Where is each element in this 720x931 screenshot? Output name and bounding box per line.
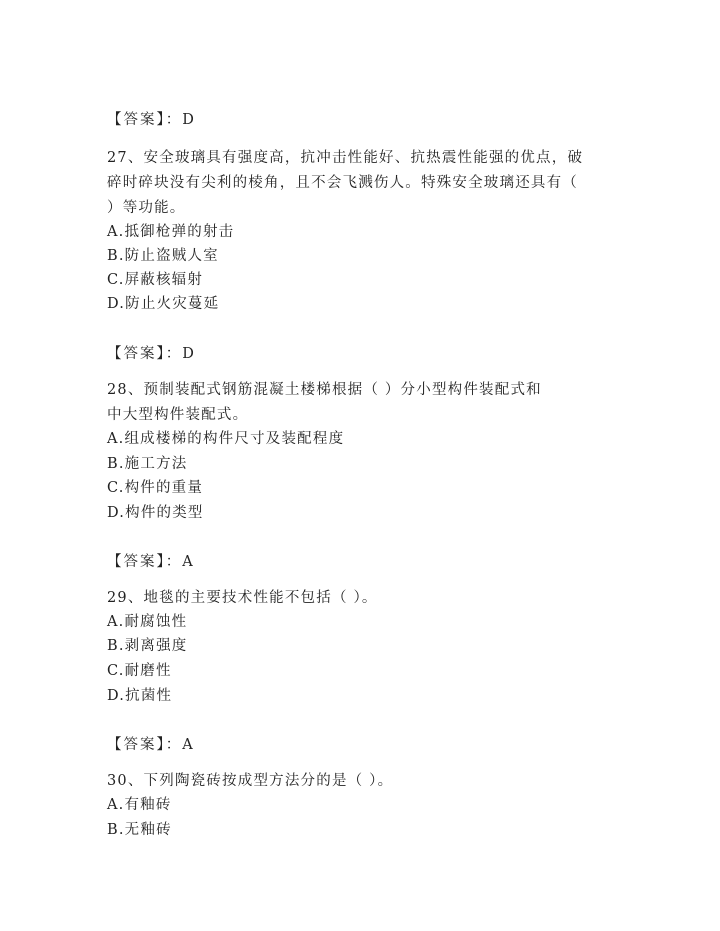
question-28-option-d: D.构件的类型 bbox=[107, 505, 204, 521]
question-27-option-b: B.防止盗贼人室 bbox=[107, 248, 219, 264]
question-29-option-a: A.耐腐蚀性 bbox=[107, 614, 188, 630]
question-27-line-1: 27、安全玻璃具有强度高，抗冲击性能好、抗热震性能强的优点，破 bbox=[107, 150, 584, 166]
question-27-option-d: D.防止火灾蔓延 bbox=[107, 296, 220, 312]
question-29-line-1: 29、地毯的主要技术性能不包括（ ）。 bbox=[107, 590, 378, 606]
question-28-option-a: A.组成楼梯的构件尺寸及装配程度 bbox=[107, 431, 345, 447]
answer-line: 【答案】：D bbox=[107, 112, 196, 128]
question-28-option-b: B.施工方法 bbox=[107, 456, 188, 472]
question-30-option-b: B.无釉砖 bbox=[107, 822, 172, 838]
question-30-option-a: A.有釉砖 bbox=[107, 797, 172, 813]
question-29-option-c: C.耐磨性 bbox=[107, 663, 172, 679]
question-27-line-2: 碎时碎块没有尖利的棱角，且不会飞溅伤人。特殊安全玻璃还具有（ bbox=[107, 175, 578, 191]
question-28-line-1: 28、预制装配式钢筋混凝土楼梯根据（ ）分小型构件装配式和 bbox=[107, 382, 542, 398]
question-27-answer: 【答案】：D bbox=[107, 346, 196, 362]
question-27-option-a: A.抵御枪弹的射击 bbox=[107, 224, 235, 240]
question-28-option-c: C.构件的重量 bbox=[107, 480, 204, 496]
question-27-option-c: C.屏蔽核辐射 bbox=[107, 272, 204, 288]
question-27-line-3: ）等功能。 bbox=[107, 200, 186, 216]
question-29-option-d: D.抗菌性 bbox=[107, 688, 173, 704]
question-28-line-2: 中大型构件装配式。 bbox=[107, 407, 249, 423]
question-30-line-1: 30、下列陶瓷砖按成型方法分的是（ ）。 bbox=[107, 773, 394, 789]
question-28-answer: 【答案】：A bbox=[107, 554, 195, 570]
question-29-option-b: B.剥离强度 bbox=[107, 638, 188, 654]
question-29-answer: 【答案】：A bbox=[107, 737, 195, 753]
